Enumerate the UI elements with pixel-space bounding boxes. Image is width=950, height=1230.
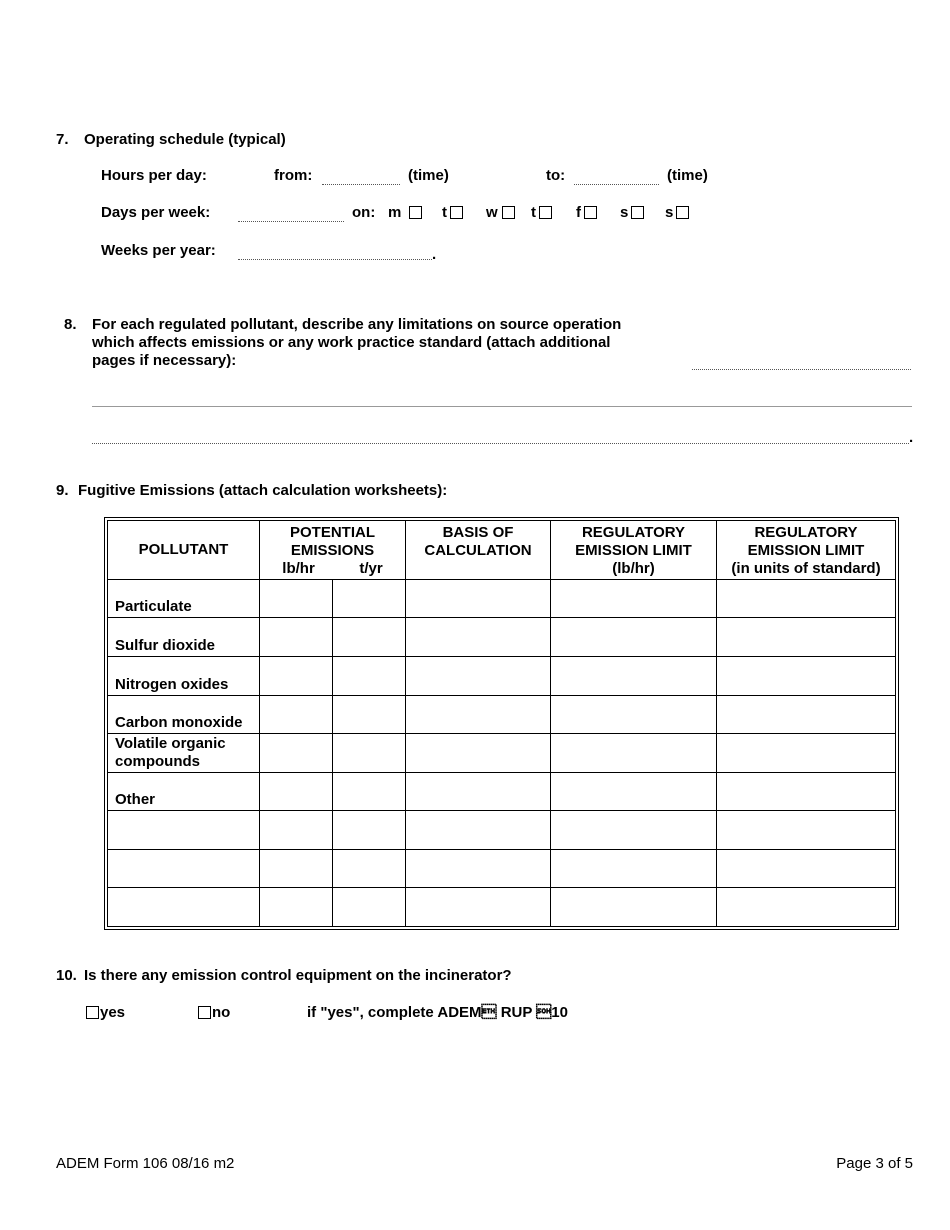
pollutant-cell (108, 811, 260, 850)
q8-answer-line-1[interactable] (692, 369, 911, 370)
table-row (108, 811, 896, 850)
potential-tyr-cell[interactable] (333, 618, 406, 657)
q8-line-3: pages if necessary): (92, 352, 237, 369)
reg-limit-units-cell[interactable] (717, 618, 896, 657)
table-row (108, 618, 896, 657)
pollutant-name-line1 (115, 580, 259, 598)
reg-limit-lbhr-cell[interactable] (551, 579, 717, 618)
pollutant-name-line2 (115, 830, 259, 848)
day-label-thursday: t (531, 204, 536, 221)
potential-tyr-cell[interactable] (333, 811, 406, 850)
pollutant-cell (108, 734, 260, 773)
day-checkbox-thursday[interactable] (539, 206, 552, 219)
basis-cell[interactable] (406, 849, 551, 888)
q10-title: Is there any emission control equipment on the incinerator? (84, 967, 512, 984)
reg-limit-lbhr-cell[interactable] (551, 695, 717, 734)
potential-tyr-cell[interactable] (333, 888, 406, 927)
basis-cell[interactable] (406, 888, 551, 927)
potential-tyr-cell[interactable] (333, 849, 406, 888)
header-reg2-line3: (in units of standard) (731, 560, 881, 577)
weeks-per-year-label: Weeks per year: (101, 242, 216, 259)
day-checkbox-tuesday[interactable] (450, 206, 463, 219)
reg-limit-units-cell[interactable] (717, 772, 896, 811)
header-regulatory-lbhr (551, 521, 717, 580)
pollutant-name-line2: Sulfur dioxide (115, 636, 216, 654)
to-label: to: (546, 167, 566, 184)
header-potential-line2: EMISSIONS (290, 542, 375, 559)
reg-limit-lbhr-cell[interactable] (551, 849, 717, 888)
q8-line-2: which affects emissions or any work practice standard (attach additional (92, 334, 611, 351)
pollutant-cell (108, 849, 260, 888)
potential-lbhr-cell[interactable] (260, 618, 333, 657)
reg-limit-units-cell[interactable] (717, 811, 896, 850)
table-row (108, 734, 896, 773)
reg-limit-units-cell[interactable] (717, 849, 896, 888)
pollutant-cell (108, 618, 260, 657)
reg-limit-units-cell[interactable] (717, 734, 896, 773)
q8-answer-line-3[interactable] (92, 443, 909, 444)
header-basis-line2: CALCULATION (424, 542, 532, 559)
pollutant-cell (108, 695, 260, 734)
day-checkbox-sunday[interactable] (676, 206, 689, 219)
reg-limit-lbhr-cell[interactable] (551, 772, 717, 811)
reg-limit-units-cell[interactable] (717, 656, 896, 695)
no-checkbox[interactable] (198, 1006, 211, 1019)
to-time-field[interactable] (574, 184, 659, 185)
hours-per-day-label: Hours per day: (101, 167, 207, 184)
yes-checkbox[interactable] (86, 1006, 99, 1019)
header-reg1-line2: EMISSION LIMIT (575, 542, 692, 559)
pollutant-name-line1 (115, 773, 259, 791)
q7-number: 7. (56, 131, 69, 148)
q8-number: 8. (64, 316, 77, 333)
q10-number: 10. (56, 967, 77, 984)
reg-limit-lbhr-cell[interactable] (551, 618, 717, 657)
pollutant-name-line1 (115, 658, 259, 676)
potential-lbhr-cell[interactable] (260, 734, 333, 773)
header-reg1-line1: REGULATORY (581, 524, 686, 541)
q8-line-1: For each regulated pollutant, describe any limitations on source operation (92, 316, 622, 333)
weeks-period: . (432, 246, 437, 263)
table-row (108, 772, 896, 811)
potential-lbhr-cell[interactable] (260, 888, 333, 927)
day-label-friday: f (576, 204, 581, 221)
pollutant-name-line2: Other (115, 791, 156, 809)
day-checkbox-friday[interactable] (584, 206, 597, 219)
potential-lbhr-cell[interactable] (260, 695, 333, 734)
q9-title: Fugitive Emissions (attach calculation worksheets): (78, 482, 448, 499)
potential-lbhr-cell[interactable] (260, 849, 333, 888)
header-tyr: t/yr (359, 560, 383, 577)
footer-form-id: ADEM Form 106 08/16 m2 (56, 1155, 235, 1172)
pollutant-cell (108, 579, 260, 618)
from-label: from: (274, 167, 313, 184)
pollutant-name-line2: compounds (115, 752, 200, 770)
basis-cell[interactable] (406, 772, 551, 811)
potential-lbhr-cell[interactable] (260, 656, 333, 695)
header-reg1-line3: (lb/hr) (612, 560, 655, 577)
day-label-sunday: s (665, 204, 674, 221)
table-header-row (108, 521, 896, 580)
day-label-wednesday: w (486, 204, 498, 221)
basis-cell[interactable] (406, 579, 551, 618)
header-pollutant: POLLUTANT (108, 521, 260, 580)
header-reg2-line1: REGULATORY (754, 524, 858, 541)
pollutant-name-line1 (115, 812, 259, 830)
days-per-week-field[interactable] (238, 221, 344, 222)
q10-note: if "yes", complete ADEM RUP 10 (307, 1004, 568, 1021)
potential-tyr-cell[interactable] (333, 695, 406, 734)
header-basis-line1: BASIS OF (442, 524, 514, 541)
day-checkbox-saturday[interactable] (631, 206, 644, 219)
day-label-monday: m (388, 204, 402, 221)
table-row (108, 579, 896, 618)
days-per-week-label: Days per week: (101, 204, 211, 221)
table-row (108, 656, 896, 695)
pollutant-name-line1 (115, 696, 259, 714)
pollutant-name-line1 (115, 619, 259, 637)
basis-cell[interactable] (406, 656, 551, 695)
basis-cell[interactable] (406, 695, 551, 734)
reg-limit-units-cell[interactable] (717, 579, 896, 618)
pollutant-name-line2 (115, 907, 259, 925)
header-potential-emissions (260, 521, 406, 580)
q8-answer-line-2[interactable] (92, 406, 912, 407)
header-regulatory-units (717, 521, 896, 580)
weeks-per-year-field[interactable] (238, 259, 432, 260)
day-checkbox-wednesday[interactable] (502, 206, 515, 219)
day-label-tuesday: t (442, 204, 447, 221)
basis-cell[interactable] (406, 734, 551, 773)
on-label: on: (352, 204, 376, 221)
pollutant-name-line2 (115, 868, 259, 886)
table-row (108, 695, 896, 734)
q8-period: . (909, 429, 914, 446)
pollutant-name-line1: Volatile organic (115, 734, 226, 752)
pollutant-name-line2: Nitrogen oxides (115, 675, 229, 693)
potential-tyr-cell[interactable] (333, 579, 406, 618)
potential-lbhr-cell[interactable] (260, 579, 333, 618)
reg-limit-lbhr-cell[interactable] (551, 734, 717, 773)
pollutant-cell (108, 656, 260, 695)
reg-limit-lbhr-cell[interactable] (551, 888, 717, 927)
table-row (108, 888, 896, 927)
no-label: no (212, 1004, 231, 1021)
pollutant-name-line2: Particulate (115, 598, 192, 616)
from-time-field[interactable] (322, 184, 400, 185)
day-label-saturday: s (620, 204, 629, 221)
pollutant-name-line2: Carbon monoxide (115, 714, 243, 732)
time-label-2: (time) (667, 167, 708, 184)
header-basis (406, 521, 551, 580)
pollutant-cell (108, 888, 260, 927)
header-lbhr: lb/hr (282, 560, 315, 577)
reg-limit-units-cell[interactable] (717, 888, 896, 927)
day-checkbox-monday[interactable] (409, 206, 422, 219)
potential-lbhr-cell[interactable] (260, 772, 333, 811)
basis-cell[interactable] (406, 811, 551, 850)
potential-tyr-cell[interactable] (333, 656, 406, 695)
fugitive-emissions-table (104, 517, 899, 930)
basis-cell[interactable] (406, 618, 551, 657)
q9-number: 9. (56, 482, 69, 499)
header-potential-line1: POTENTIAL (290, 524, 375, 541)
potential-tyr-cell[interactable] (333, 772, 406, 811)
potential-tyr-cell[interactable] (333, 734, 406, 773)
pollutant-name-line1 (115, 850, 259, 868)
footer-page-number: Page 3 of 5 (836, 1155, 913, 1172)
reg-limit-lbhr-cell[interactable] (551, 811, 717, 850)
time-label-1: (time) (408, 167, 449, 184)
pollutant-cell (108, 772, 260, 811)
reg-limit-lbhr-cell[interactable] (551, 656, 717, 695)
q8-text (92, 316, 621, 370)
yes-label: yes (100, 1004, 126, 1021)
header-reg2-line2: EMISSION LIMIT (747, 542, 865, 559)
q7-title: Operating schedule (typical) (84, 131, 286, 148)
reg-limit-units-cell[interactable] (717, 695, 896, 734)
pollutant-name-line1 (115, 889, 259, 907)
table-row (108, 849, 896, 888)
potential-lbhr-cell[interactable] (260, 811, 333, 850)
